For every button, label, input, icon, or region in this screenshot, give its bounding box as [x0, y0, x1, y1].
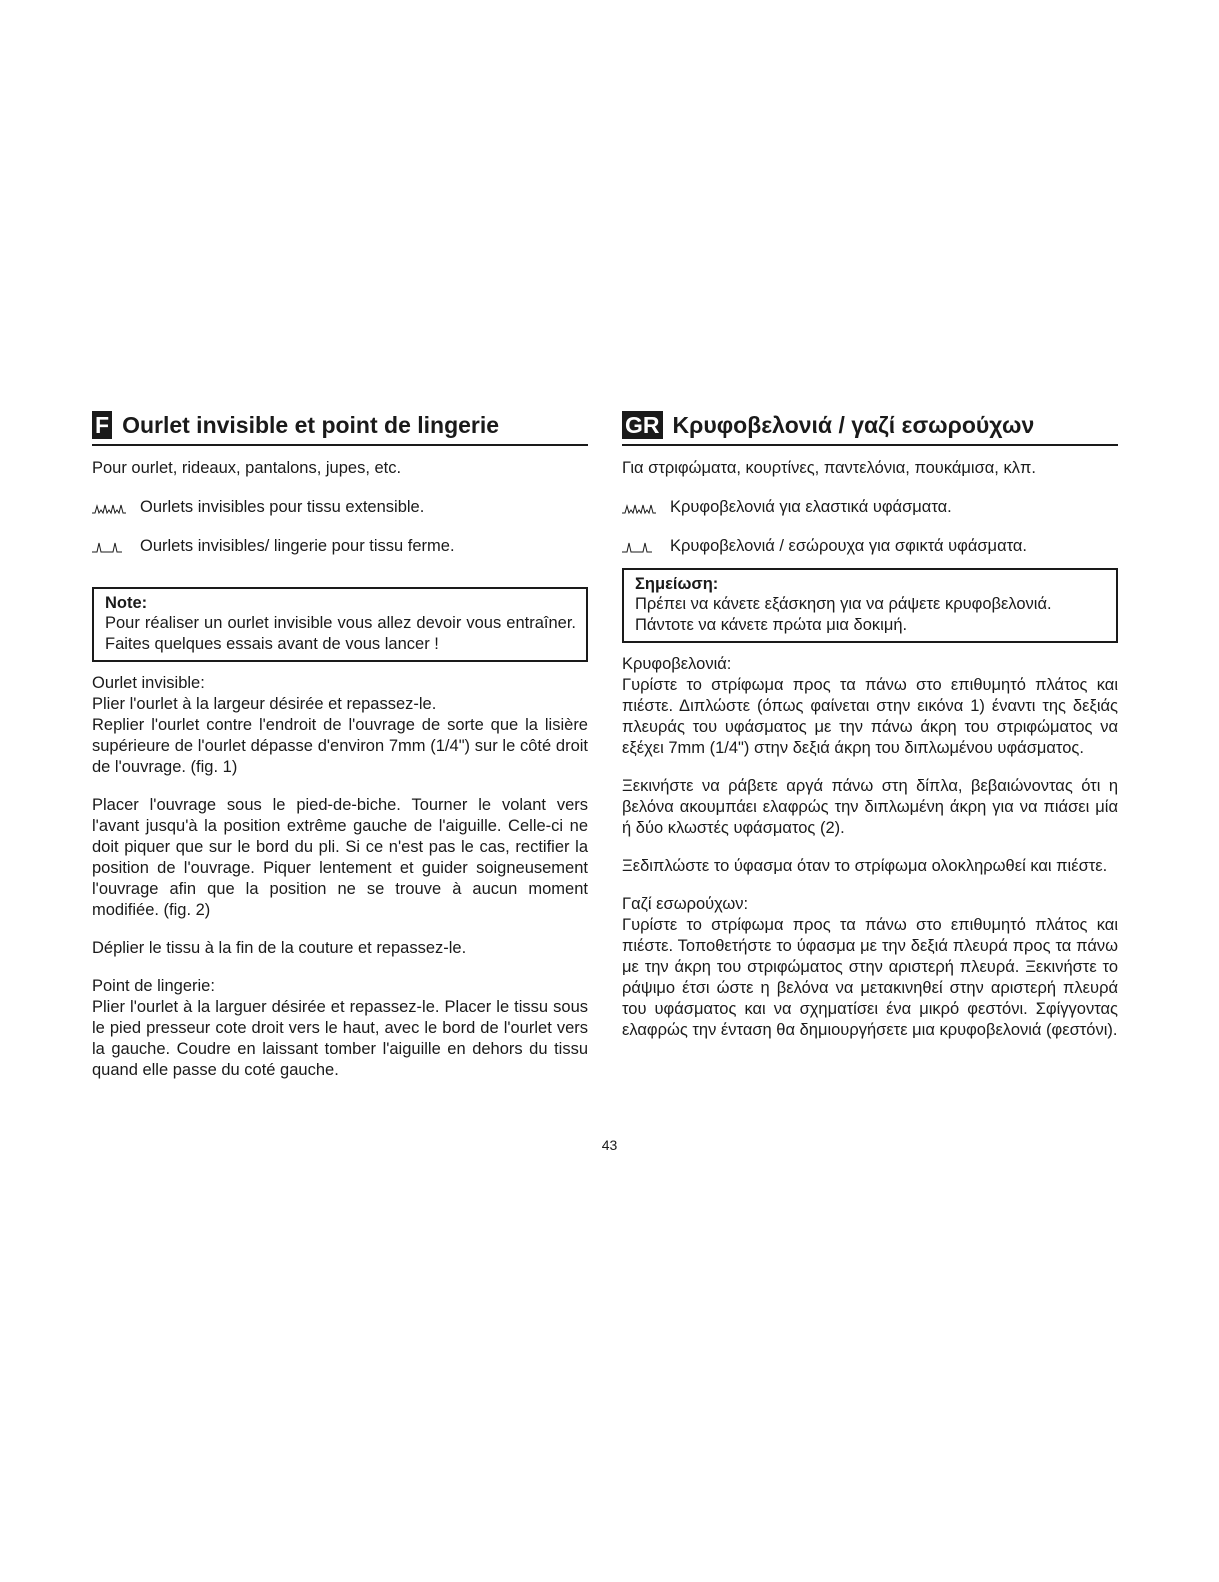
greek-note-line2: Πάντοτε να κάνετε πρώτα μια δοκιμή. [635, 616, 908, 634]
french-blind-hem-block [92, 673, 588, 778]
greek-blind-hem-text: Γυρίστε το στρίφωμα προς τα πάνω στο επιθυμητό πλάτος και πιέστε. Διπλώστε (όπως φαίνεται στην εικόνα 1) έναντι της δεξιάς πλευράς του υφάσματος με την πάνω άκρη του στριφώματος να εξέχει 7mm (1/4") στην δεξιά άκρη του διπλωμένου υφάσματος. [622, 676, 1118, 757]
greek-lingerie-text: Γυρίστε το στρίφωμα προς τα πάνω στο επιθυμητό πλάτος και πιέστε. Τοποθετήστε το ύφασμα με την δεξιά πλευρά προς τα πάνω με την άκρη του στριφώματος στην αριστερή πλευρά. Ξεκινήστε το ράψιμο έτσι ώστε η βελόνα να μετακινηθεί στην αριστερή πλευρά του υφάσματος και να σχηματίσει ένα μικρό φεστόνι. Σφίγγοντας ελαφρώς την ένταση θα δημιουργήσετε μια κρυφοβελονιά (φεστόνι). [622, 916, 1118, 1039]
french-section [92, 410, 588, 1081]
greek-stitch-firm-row [622, 536, 1118, 557]
french-blind-hem-line2: Replier l'ourlet contre l'endroit de l'ouvrage de sorte que la lisière supérieure de l'ourlet dépasse d'environ 7mm (1/4") sur le côté droit de l'ouvrage. (fig. 1) [92, 716, 588, 776]
greek-stitch-stretch-row [622, 497, 1118, 518]
greek-language-badge: GR [622, 411, 663, 439]
french-intro: Pour ourlet, rideaux, pantalons, jupes, etc. [92, 459, 402, 477]
greek-section [622, 410, 1118, 1041]
french-stitch-firm-label: Ourlets invisibles/ lingerie pour tissu ferme. [140, 537, 455, 555]
blind-hem-stitch-icon [92, 540, 126, 554]
french-stitch-stretch-row [92, 497, 588, 518]
french-unfold-paragraph: Déplier le tissu à la fin de la couture et repassez-le. [92, 939, 467, 957]
stretch-blind-hem-stitch-icon [622, 501, 656, 515]
greek-heading [622, 410, 1118, 446]
greek-stitch-stretch-label: Κρυφοβελονιά για ελαστικά υφάσματα. [670, 498, 952, 516]
french-title: Ourlet invisible et point de lingerie [122, 412, 500, 438]
stretch-blind-hem-stitch-icon [92, 501, 126, 515]
french-note-text: Pour réaliser un ourlet invisible vous allez devoir vous entraîner. Faites quelques essais avant de vous lancer ! [105, 614, 576, 653]
french-placement-paragraph: Placer l'ouvrage sous le pied-de-biche. Tourner le volant vers l'avant jusqu'à la position extrême gauche de l'aiguille. Celle-ci ne doit piquer que sur le bord du pli. Si ce n'est pas le cas, rectifier la position de l'ouvrage. Piquer lentement et guider soigneusement l'ouvrage afin que la position ne se trouve à aucun moment modifiée. (fig. 2) [92, 796, 588, 919]
greek-note-title: Σημείωση: [635, 575, 719, 593]
french-blind-hem-line1: Plier l'ourlet à la largeur désirée et repassez-le. [92, 695, 437, 713]
greek-note-line1: Πρέπει να κάνετε εξάσκηση για να ράψετε κρυφοβελονιά. [635, 595, 1052, 613]
greek-blind-hem-block [622, 654, 1118, 759]
greek-intro: Για στριφώματα, κουρτίνες, παντελόνια, πουκάμισα, κλπ. [622, 459, 1036, 477]
french-lingerie-text: Plier l'ourlet à la larguer désirée et repassez-le. Placer le tissu sous le pied presseur cote droit vers le haut, avec le bord de l'ourlet vers la gauche. Coudre en laissant tomber l'aiguille en dehors du tissu quand elle passe du coté gauche. [92, 998, 588, 1079]
greek-lingerie-block [622, 894, 1118, 1041]
french-note-box [92, 587, 588, 662]
greek-sewing-paragraph: Ξεκινήστε να ράβετε αργά πάνω στη δίπλα, βεβαιώνοντας ότι η βελόνα ακουμπάει ελαφρώς την διπλωμένη άκρη για να πιάσει μία ή δύο κλωστές υφάσματος (2). [622, 777, 1118, 837]
blind-hem-stitch-icon [622, 540, 656, 554]
greek-unfold-paragraph: Ξεδιπλώστε το ύφασμα όταν το στρίφωμα ολοκληρωθεί και πιέστε. [622, 857, 1108, 875]
greek-stitch-firm-label: Κρυφοβελονιά / εσώρουχα για σφικτά υφάσματα. [670, 537, 1028, 555]
greek-note-box [622, 568, 1118, 643]
french-language-badge: F [92, 411, 112, 439]
french-lingerie-heading: Point de lingerie: [92, 977, 215, 995]
french-note-title: Note: [105, 594, 148, 612]
french-heading [92, 410, 588, 446]
page-number: 43 [601, 1137, 618, 1153]
greek-blind-hem-heading: Κρυφοβελονιά: [622, 655, 732, 673]
french-blind-hem-heading: Ourlet invisible: [92, 674, 205, 692]
french-stitch-stretch-label: Ourlets invisibles pour tissu extensible. [140, 498, 425, 516]
french-lingerie-block [92, 976, 588, 1081]
greek-title: Κρυφοβελονιά / γαζί εσωρούχων [672, 412, 1035, 438]
french-stitch-firm-row [92, 536, 588, 557]
greek-lingerie-heading: Γαζί εσωρούχων: [622, 895, 749, 913]
